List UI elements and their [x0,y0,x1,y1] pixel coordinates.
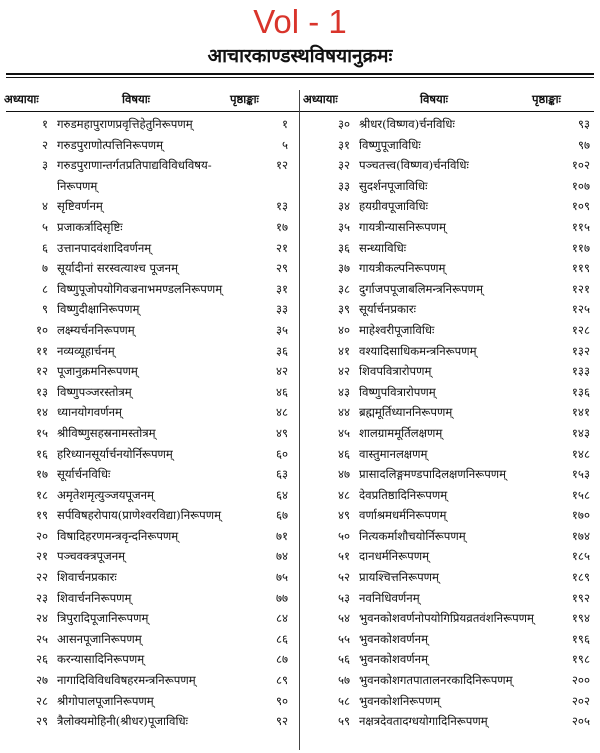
toc-entry [0,196,296,217]
toc-entry [0,279,296,300]
toc-entry [0,670,296,691]
toc-entry [302,402,598,423]
toc-entry [302,444,598,465]
page-number: ३१ [275,281,288,296]
page-number: ८४ [275,611,288,626]
page-number: १२८ [571,322,590,337]
chapter-number: ३४ [337,199,350,214]
page-number: १९८ [571,652,590,667]
chapter-number: ५६ [337,652,350,667]
chapter-number: १७ [35,467,48,482]
toc-entry [302,423,598,444]
page-number: १९२ [571,590,590,605]
page-number: ७७ [275,590,288,605]
chapter-number: १३ [35,384,48,399]
chapter-title: भुवनकोशवर्णनम् [359,652,429,667]
chapter-title: नवनिधिवर्णनम् [359,590,420,605]
page-number: ४८ [275,405,288,420]
chapter-number: ५५ [337,631,350,646]
chapter-number: ३८ [337,281,350,296]
chapter-title: शिवपवित्रारोपणम् [359,364,432,379]
chapter-title: सर्पविषहरोपाय(प्राणेश्वरविद्या)निरूपणम् [57,508,222,523]
page-number: ३५ [275,322,288,337]
chapter-number: २१ [35,549,48,564]
page-number: ६७ [275,508,288,523]
page-number: १ [281,117,288,131]
page-number: १८९ [571,570,590,585]
toc-entry [0,608,296,629]
toc-entry [0,217,296,238]
chapter-number: २९ [35,714,48,729]
toc-entry [302,258,598,279]
chapter-number: १६ [35,446,48,461]
toc-entry [302,320,598,341]
chapter-title: शिवार्चनप्रकारः [57,570,117,585]
toc-entry [302,629,598,650]
chapter-title: लक्ष्म्यर्चननिरूपणम् [57,322,135,337]
chapter-title: गायत्रीन्यासनिरूपणम् [359,219,446,234]
toc-entry [302,649,598,670]
chapter-number: १८ [35,487,48,502]
chapter-title: हरिध्यानसूर्यार्चनयोर्निरूपणम् [57,446,173,461]
page-number: ६३ [275,467,288,482]
page-number: १४३ [571,425,590,440]
toc-entry [302,299,598,320]
chapter-title: गायत्रीकल्पनिरूपणम् [359,261,446,276]
chapter-number: ५२ [337,570,350,585]
page-title: आचारकाण्डस्थविषयानुक्रमः [207,45,393,67]
chapter-title: उत्तानपादवंशादिवर्णनम् [57,240,152,255]
toc-entry [302,567,598,588]
chapter-title: भुवनकोशनिरूपणम् [359,693,441,708]
page-number: २०० [571,673,590,688]
toc-entry [302,341,598,362]
toc-entry [302,670,598,691]
page-number: ११५ [571,219,590,234]
chapter-title: सृष्टिवर्णनम् [57,199,103,214]
chapter-number: ५ [41,219,48,234]
chapter-title: शिवार्चननिरूपणम् [57,590,132,605]
header-page-left: पृष्ठाङ्काः [230,92,259,106]
page-number: ९२ [275,714,288,729]
page-number: १२१ [571,281,590,296]
chapter-number: २० [35,528,48,543]
chapter-number: १२ [35,364,48,379]
chapter-title: भुवनकोशवर्णनोपयोगिप्रियव्रतवंशनिरूपणम् [359,611,534,626]
chapter-title: प्रासादलिङ्गमण्डपादिलक्षणनिरूपणम् [359,467,507,482]
chapter-number: ११ [35,343,48,358]
chapter-number: ४० [337,322,350,337]
toc-entry [0,114,296,135]
toc-entry [302,176,598,197]
chapter-number: ४ [41,199,48,214]
page-number: १०७ [571,178,590,193]
toc-entry [302,382,598,403]
chapter-title: सन्ध्याविधिः [359,240,407,255]
page-number: १९४ [571,611,590,626]
toc-entry [302,135,598,156]
chapter-number: ३६ [337,240,350,255]
chapter-title: सुदर्शनपूजाविधिः [359,178,428,193]
chapter-number: ३ [41,158,48,173]
toc-entry [302,546,598,567]
page-number: १०२ [571,158,590,173]
chapter-title: हयग्रीवपूजाविधिः [359,199,428,214]
chapter-title: विषादिहरणमन्त्रवृन्दनिरूपणम् [57,528,179,543]
toc-entry [302,588,598,609]
chapter-number: ९ [41,302,48,317]
page-number: १४१ [571,405,590,420]
chapter-title: दानधर्मनिरूपणम् [359,549,430,564]
toc-entry [302,279,598,300]
chapter-number: ३७ [337,261,350,276]
toc-entry [302,464,598,485]
page-number: ९० [275,693,288,708]
chapter-number: ३३ [337,178,350,193]
page-number: ७५ [275,570,288,585]
chapter-number: ३५ [337,219,350,234]
toc-entry [302,217,598,238]
toc-entry [0,258,296,279]
page-number: ३३ [275,302,288,317]
chapter-title: आसनपूजानिरूपणम् [57,631,142,646]
page-number: १३ [275,199,288,214]
chapter-title: गरुडपुराणोत्पत्तिनिरूपणम् [57,137,164,152]
chapter-title: विष्णुपूजोपयोगिवज्रनाभमण्डलनिरूपणम् [57,281,223,296]
page-number: ६० [275,446,288,461]
toc-entry [302,361,598,382]
chapter-title: पञ्चवक्त्रपूजनम् [57,549,126,564]
chapter-title: सूर्यार्चनप्रकारः [359,302,416,317]
page-number: २९ [275,261,288,276]
chapter-number: २२ [35,570,48,585]
chapter-title: विष्णुपूजाविधिः [359,137,421,152]
header-subject-left: विषयाः [122,92,150,106]
chapter-number: १ [41,117,48,131]
chapter-title: प्रजाकर्त्रादिसृष्टिः [57,219,123,234]
toc-entry [0,320,296,341]
chapter-number: २३ [35,590,48,605]
chapter-title: त्रिपुरादिपूजानिरूपणम् [57,611,149,626]
page-number: १२ [275,158,288,173]
toc-entry [302,485,598,506]
header-page-right: पृष्ठाङ्काः [532,92,561,106]
chapter-number: ३० [337,117,350,131]
volume-label: Vol - 1 [253,3,347,40]
chapter-number: ४८ [337,487,350,502]
chapter-title: प्रायश्चित्तनिरूपणम् [359,570,439,585]
chapter-number: ३१ [337,137,350,152]
toc-entry [0,629,296,650]
toc-entry [0,382,296,403]
title-rule-thin [6,77,594,78]
page-number: १३३ [571,364,590,379]
chapter-title: नक्षत्रदेवतादग्धयोगादिनिरूपणम् [359,714,488,729]
page-number: १४८ [571,446,590,461]
chapter-number: ४९ [337,508,350,523]
page-number: १५३ [571,467,590,482]
chapter-title: सूर्यार्चनविधिः [57,467,111,482]
chapter-number: ५९ [337,714,350,729]
toc-entry [0,402,296,423]
chapter-number: ४१ [337,343,350,358]
page-number: ७४ [275,549,288,564]
toc-entry [0,135,296,156]
chapter-title: श्रीगोपालपूजानिरूपणम् [57,693,154,708]
chapter-title: नित्यकर्माशौचयोर्निरूपणम् [359,528,466,543]
chapter-number: ४२ [337,364,350,379]
toc-entry [0,341,296,362]
title-rule-thick [6,73,594,75]
chapter-number: १५ [35,425,48,440]
chapter-number: २६ [35,652,48,667]
chapter-title: विष्णुदीक्षानिरूपणम् [57,302,140,317]
page-number: १९६ [571,631,590,646]
page-number: ९७ [577,137,590,152]
page-number: १८५ [571,549,590,564]
page-number: २१ [275,240,288,255]
chapter-title: शालग्राममूर्तिलक्षणम् [359,425,443,440]
chapter-title: नागादिविविधविषहरमन्त्रनिरूपणम् [57,673,196,688]
chapter-number: ५८ [337,693,350,708]
page-number: ७१ [275,528,288,543]
chapter-number: ६ [41,240,48,255]
header-chapter-left: अध्यायाः [4,92,39,106]
page-number: ८९ [275,673,288,688]
chapter-title: श्रीविष्णुसहस्रनामस्तोत्रम् [57,425,156,440]
toc-entry [302,505,598,526]
toc-entry [0,299,296,320]
page-number: १२५ [571,302,590,317]
chapter-number: ७ [41,261,48,276]
chapter-number: २७ [35,673,48,688]
chapter-title: नव्यव्यूहार्चनम् [57,343,115,358]
chapter-title: विष्णुपञ्जरस्तोत्रम् [57,384,132,399]
toc-entry [302,155,598,176]
page-number: ४२ [275,364,288,379]
chapter-title: पूजानुक्रमनिरूपणम् [57,364,138,379]
chapter-number: ५४ [337,611,350,626]
page-number: २०२ [571,693,590,708]
chapter-title: विष्णुपवित्रारोपणम् [359,384,436,399]
chapter-title: वास्तुमानलक्षणम् [359,446,428,461]
chapter-title: गरुडपुराणान्तर्गतप्रतिपाद्यविविधविषय- [57,158,212,173]
toc-entry [302,608,598,629]
page-number: १३६ [571,384,590,399]
toc-entry [0,546,296,567]
chapter-number: ४४ [337,405,350,420]
toc-entry [302,196,598,217]
chapter-title: दुर्गाजपपूजाबलिमन्त्रनिरूपणम् [359,281,483,296]
toc-entry [302,526,598,547]
chapter-number: ८ [41,281,48,296]
page-number: ४६ [275,384,288,399]
chapter-title: श्रीधर(विष्णव)र्चनविधिः [359,117,455,131]
chapter-number: ४३ [337,384,350,399]
chapter-title: भुवनकोशवर्णनम् [359,631,429,646]
contents-column-right [302,114,598,732]
column-divider [299,90,300,750]
toc-entry [0,588,296,609]
chapter-number: ५३ [337,590,350,605]
page-number: १३२ [571,343,590,358]
chapter-number: ३९ [337,302,350,317]
toc-entry [302,691,598,712]
chapter-number: २८ [35,693,48,708]
chapter-number: ४७ [337,467,350,482]
page-number: ३६ [275,343,288,358]
chapter-number: २ [41,137,48,152]
page-number: १०९ [571,199,590,214]
toc-entry [0,444,296,465]
chapter-number: ५१ [337,549,350,564]
chapter-number: ४६ [337,446,350,461]
page-number: ९३ [577,117,590,131]
toc-entry [302,114,598,135]
chapter-title-continued: निरूपणम् [57,178,98,193]
chapter-title: सूर्यादीनां सरस्वत्याश्च पूजनम् [57,261,179,276]
chapter-title: वश्यादिसाधिकमन्त्रनिरूपणम् [359,343,477,358]
chapter-number: २४ [35,611,48,626]
page-number: ११७ [571,240,590,255]
toc-entry [0,649,296,670]
chapter-title: ब्रह्ममूर्तिध्याननिरूपणम् [359,405,453,420]
chapter-title: भुवनकोशगतपातालनरकादिनिरूपणम् [359,673,513,688]
chapter-title: माहेश्वरीपूजाविधिः [359,322,435,337]
chapter-title: देवप्रतिष्ठादिनिरूपणम् [359,487,448,502]
chapter-number: ४५ [337,425,350,440]
chapter-number: २५ [35,631,48,646]
toc-entry [0,505,296,526]
toc-entry [302,238,598,259]
chapter-title: त्रैलोक्यमोहिनी(श्रीधर)पूजाविधिः [57,714,188,729]
chapter-number: ५० [337,528,350,543]
chapter-title: वर्णाश्रमधर्मनिरूपणम् [359,508,447,523]
chapter-number: १४ [35,405,48,420]
toc-entry [0,238,296,259]
toc-entry [0,711,296,732]
chapter-title: ध्यानयोगवर्णनम् [57,405,122,420]
page-number: ४९ [275,425,288,440]
toc-entry [0,361,296,382]
contents-column-left [0,114,296,732]
chapter-title: गरुडमहापुराणप्रवृत्तिहेतुनिरूपणम् [57,117,193,131]
page-number: १७ [275,219,288,234]
header-rule [6,111,594,112]
toc-entry [0,485,296,506]
page-number: ८७ [275,652,288,667]
chapter-number: ५७ [337,673,350,688]
header-subject-right: विषयाः [420,92,448,106]
chapter-number: ३२ [337,158,350,173]
chapter-title: अमृतेशमृत्युञ्जयपूजनम् [57,487,154,502]
page-number: ६४ [275,487,288,502]
page-number: १७४ [571,528,590,543]
toc-entry [0,691,296,712]
page-number: २०५ [571,714,590,729]
toc-entry [0,423,296,444]
toc-entry [0,155,296,196]
toc-entry [0,464,296,485]
page-number: ८६ [275,631,288,646]
toc-entry [0,526,296,547]
header-chapter-right: अध्यायाः [303,92,338,106]
chapter-number: १० [35,322,48,337]
toc-entry [0,567,296,588]
page-number: ५ [281,137,288,152]
chapter-number: १९ [35,508,48,523]
page-number: १७० [571,508,590,523]
toc-entry [302,711,598,732]
chapter-title: पञ्चतत्त्व(विष्णव)र्चनविधिः [359,158,469,173]
page-number: ११९ [571,261,590,276]
page-number: १५८ [571,487,590,502]
chapter-title: करन्यासादिनिरूपणम् [57,652,145,667]
